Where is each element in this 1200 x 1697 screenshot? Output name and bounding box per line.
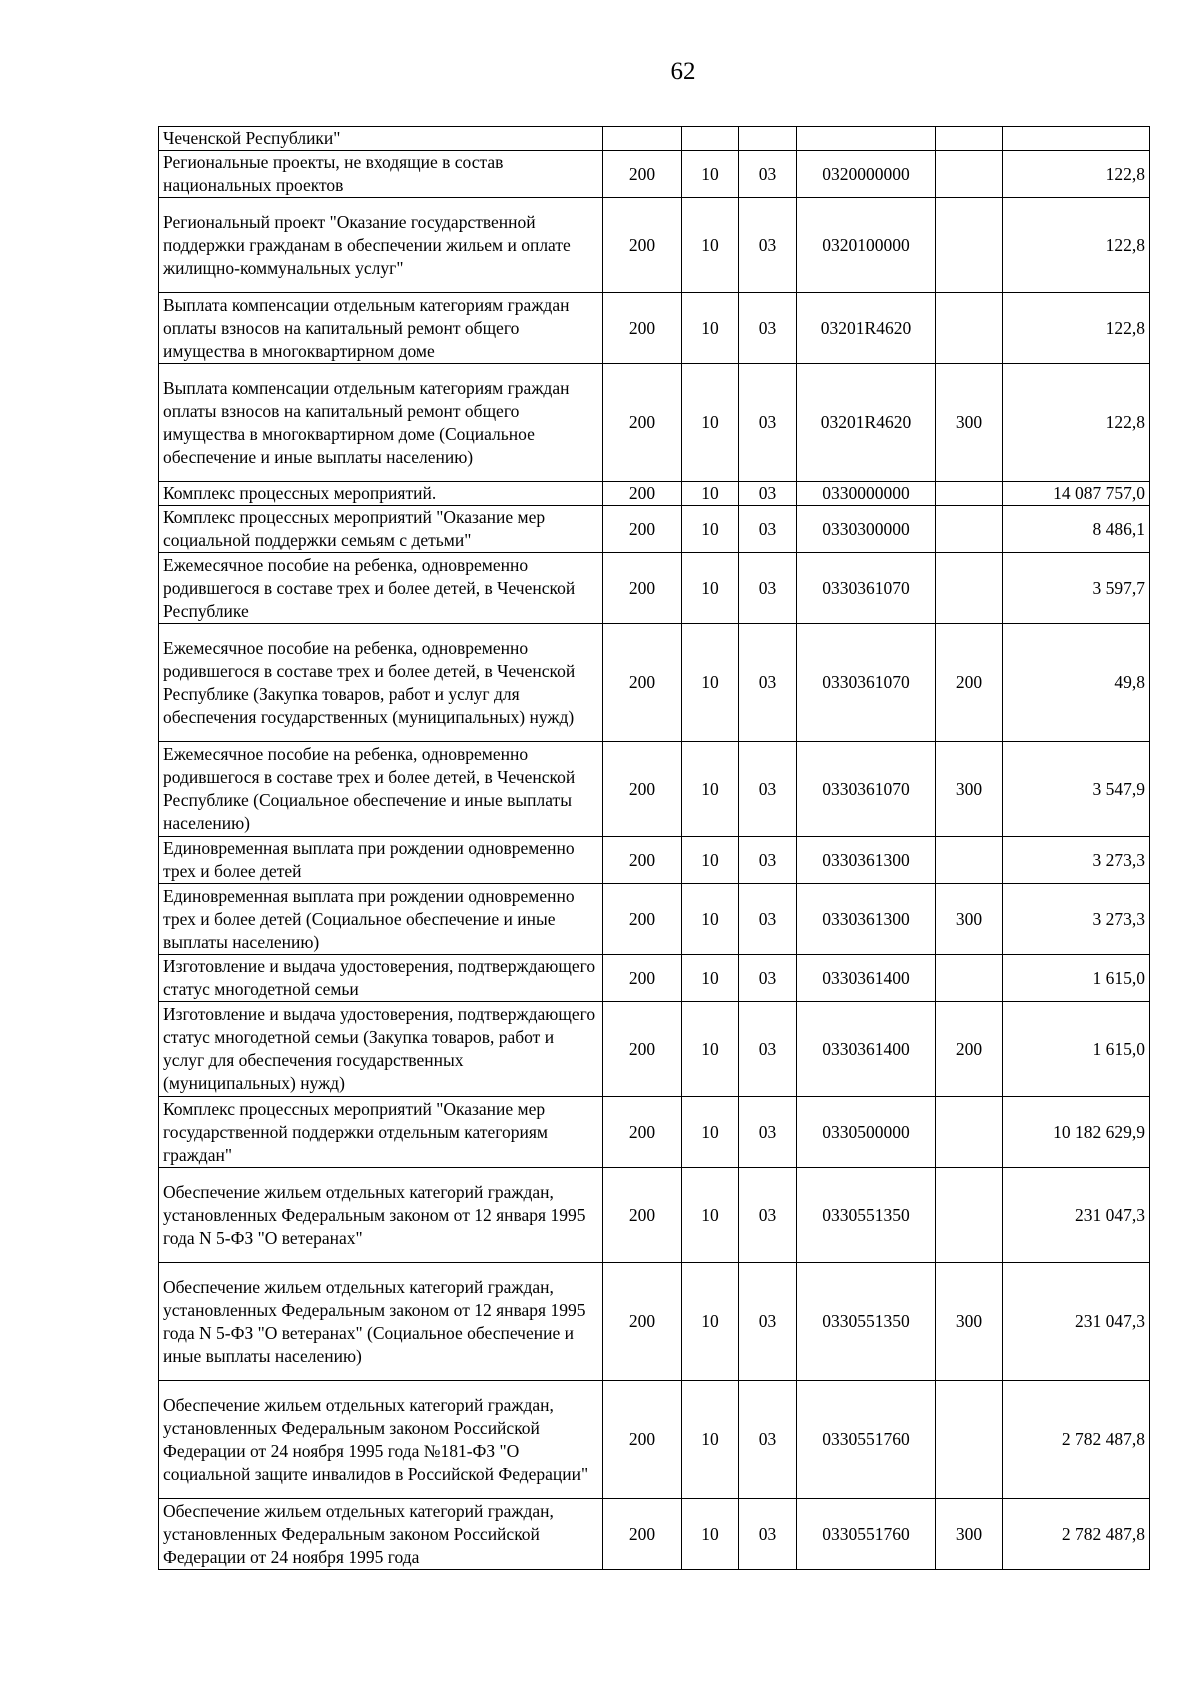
table-row <box>159 1499 1150 1570</box>
row-amount: 3 273,3 <box>1003 884 1150 955</box>
row-col-200: 200 <box>603 151 682 198</box>
row-name: Комплекс процессных мероприятий "Оказание мер социальной поддержки семьям с детьми" <box>159 506 603 553</box>
row-target-code: 0330551760 <box>797 1499 936 1570</box>
row-name: Выплата компенсации отдельным категориям граждан оплаты взносов на капитальный ремонт общего имущества в многоквартирном доме (Социальное обеспечение и иные выплаты населению) <box>159 364 603 482</box>
row-col-subsection: 03 <box>739 293 797 364</box>
row-col-subsection: 03 <box>739 837 797 884</box>
row-col-200: 200 <box>603 1002 682 1097</box>
row-amount: 3 597,7 <box>1003 553 1150 624</box>
row-col-section: 10 <box>682 364 739 482</box>
row-name: Комплекс процессных мероприятий. <box>159 482 603 506</box>
row-target-code: 0330551350 <box>797 1263 936 1381</box>
row-name: Ежемесячное пособие на ребенка, одновременно родившегося в составе трех и более детей, в Чеченской Республике <box>159 553 603 624</box>
row-col-200: 200 <box>603 364 682 482</box>
row-col-section: 10 <box>682 624 739 742</box>
row-name: Ежемесячное пособие на ребенка, одновременно родившегося в составе трех и более детей, в Чеченской Республике (Социальное обеспечение и иные выплаты населению) <box>159 742 603 837</box>
row-amount: 49,8 <box>1003 624 1150 742</box>
row-name: Обеспечение жильем отдельных категорий граждан, установленных Федеральным законом Российской Федерации от 24 ноября 1995 года №181-ФЗ "О социальной защите инвалидов в Российской Федерации" <box>159 1381 603 1499</box>
table-row <box>159 506 1150 553</box>
row-expense-type <box>936 553 1003 624</box>
row-col-subsection: 03 <box>739 198 797 293</box>
row-col-section: 10 <box>682 742 739 837</box>
row-col-subsection: 03 <box>739 1168 797 1263</box>
row-name: Единовременная выплата при рождении одновременно трех и более детей (Социальное обеспечение и иные выплаты населению) <box>159 884 603 955</box>
budget-table-body <box>159 127 1150 1570</box>
row-expense-type <box>936 1381 1003 1499</box>
budget-table <box>158 126 1150 1570</box>
row-target-code: 0330361400 <box>797 955 936 1002</box>
row-amount: 122,8 <box>1003 364 1150 482</box>
row-col-200: 200 <box>603 955 682 1002</box>
row-target-code <box>797 127 936 151</box>
row-col-subsection: 03 <box>739 624 797 742</box>
row-target-code: 0330361070 <box>797 624 936 742</box>
row-expense-type <box>936 955 1003 1002</box>
row-col-200: 200 <box>603 1381 682 1499</box>
row-name: Региональный проект "Оказание государственной поддержки гражданам в обеспечении жильем и оплате жилищно-коммунальных услуг" <box>159 198 603 293</box>
row-col-section: 10 <box>682 1002 739 1097</box>
row-name: Выплата компенсации отдельным категориям граждан оплаты взносов на капитальный ремонт общего имущества в многоквартирном доме <box>159 293 603 364</box>
row-col-200: 200 <box>603 1499 682 1570</box>
row-amount: 122,8 <box>1003 198 1150 293</box>
row-col-200: 200 <box>603 624 682 742</box>
row-amount <box>1003 127 1150 151</box>
row-amount: 1 615,0 <box>1003 955 1150 1002</box>
row-col-200: 200 <box>603 837 682 884</box>
row-col-subsection: 03 <box>739 955 797 1002</box>
row-target-code: 03201R4620 <box>797 293 936 364</box>
row-amount: 122,8 <box>1003 151 1150 198</box>
table-row <box>159 127 1150 151</box>
row-col-section: 10 <box>682 1381 739 1499</box>
row-name: Обеспечение жильем отдельных категорий граждан, установленных Федеральным законом от 12 января 1995 года N 5-ФЗ "О ветеранах" <box>159 1168 603 1263</box>
row-col-subsection: 03 <box>739 1263 797 1381</box>
row-amount: 8 486,1 <box>1003 506 1150 553</box>
row-name: Обеспечение жильем отдельных категорий граждан, установленных Федеральным законом от 12 января 1995 года N 5-ФЗ "О ветеранах" (Социальное обеспечение и иные выплаты населению) <box>159 1263 603 1381</box>
row-col-subsection: 03 <box>739 151 797 198</box>
row-target-code: 0330361300 <box>797 837 936 884</box>
row-amount: 231 047,3 <box>1003 1263 1150 1381</box>
table-row <box>159 1168 1150 1263</box>
table-row <box>159 624 1150 742</box>
row-expense-type: 300 <box>936 742 1003 837</box>
row-expense-type <box>936 837 1003 884</box>
row-col-subsection: 03 <box>739 1002 797 1097</box>
row-amount: 2 782 487,8 <box>1003 1499 1150 1570</box>
table-row <box>159 1263 1150 1381</box>
row-amount: 3 547,9 <box>1003 742 1150 837</box>
row-col-section: 10 <box>682 837 739 884</box>
row-col-section: 10 <box>682 1168 739 1263</box>
row-target-code: 0320100000 <box>797 198 936 293</box>
row-col-section: 10 <box>682 482 739 506</box>
row-col-subsection: 03 <box>739 506 797 553</box>
row-name: Изготовление и выдача удостоверения, подтверждающего статус многодетной семьи <box>159 955 603 1002</box>
row-expense-type <box>936 506 1003 553</box>
row-target-code: 0330361070 <box>797 742 936 837</box>
row-target-code: 03201R4620 <box>797 364 936 482</box>
row-col-section: 10 <box>682 1499 739 1570</box>
row-col-section: 10 <box>682 553 739 624</box>
row-expense-type: 300 <box>936 1499 1003 1570</box>
row-expense-type <box>936 198 1003 293</box>
row-col-section: 10 <box>682 1097 739 1168</box>
row-name: Обеспечение жильем отдельных категорий граждан, установленных Федеральным законом Российской Федерации от 24 ноября 1995 года <box>159 1499 603 1570</box>
table-row <box>159 742 1150 837</box>
row-expense-type: 200 <box>936 624 1003 742</box>
row-col-subsection: 03 <box>739 482 797 506</box>
row-col-subsection: 03 <box>739 884 797 955</box>
row-col-section: 10 <box>682 955 739 1002</box>
row-col-section <box>682 127 739 151</box>
row-col-section: 10 <box>682 293 739 364</box>
page-number: 62 <box>670 58 696 85</box>
row-col-subsection <box>739 127 797 151</box>
row-name: Комплекс процессных мероприятий "Оказание мер государственной поддержки отдельным категориям граждан" <box>159 1097 603 1168</box>
row-name: Ежемесячное пособие на ребенка, одновременно родившегося в составе трех и более детей, в Чеченской Республике (Закупка товаров, работ и услуг для обеспечения государственных (муниципальных) нужд) <box>159 624 603 742</box>
row-name: Единовременная выплата при рождении одновременно трех и более детей <box>159 837 603 884</box>
row-col-200: 200 <box>603 884 682 955</box>
row-name: Чеченской Республики" <box>159 127 603 151</box>
row-col-subsection: 03 <box>739 553 797 624</box>
row-col-200: 200 <box>603 742 682 837</box>
row-target-code: 0320000000 <box>797 151 936 198</box>
row-col-subsection: 03 <box>739 1499 797 1570</box>
row-expense-type <box>936 482 1003 506</box>
table-row <box>159 955 1150 1002</box>
table-row <box>159 837 1150 884</box>
row-target-code: 0330500000 <box>797 1097 936 1168</box>
row-expense-type <box>936 127 1003 151</box>
row-col-section: 10 <box>682 151 739 198</box>
table-row <box>159 293 1150 364</box>
row-amount: 1 615,0 <box>1003 1002 1150 1097</box>
row-name: Региональные проекты, не входящие в состав национальных проектов <box>159 151 603 198</box>
row-col-section: 10 <box>682 506 739 553</box>
row-col-200: 200 <box>603 1097 682 1168</box>
row-col-200: 200 <box>603 482 682 506</box>
table-row <box>159 1002 1150 1097</box>
row-expense-type: 300 <box>936 1263 1003 1381</box>
row-expense-type <box>936 151 1003 198</box>
table-row <box>159 1097 1150 1168</box>
table-row <box>159 482 1150 506</box>
row-amount: 2 782 487,8 <box>1003 1381 1150 1499</box>
row-col-section: 10 <box>682 198 739 293</box>
table-row <box>159 364 1150 482</box>
row-amount: 122,8 <box>1003 293 1150 364</box>
row-expense-type: 300 <box>936 884 1003 955</box>
row-col-subsection: 03 <box>739 1097 797 1168</box>
row-target-code: 0330551760 <box>797 1381 936 1499</box>
row-amount: 14 087 757,0 <box>1003 482 1150 506</box>
row-target-code: 0330300000 <box>797 506 936 553</box>
row-col-200: 200 <box>603 1168 682 1263</box>
table-row <box>159 884 1150 955</box>
row-target-code: 0330000000 <box>797 482 936 506</box>
row-target-code: 0330361300 <box>797 884 936 955</box>
row-expense-type <box>936 1097 1003 1168</box>
row-col-200: 200 <box>603 506 682 553</box>
row-expense-type: 300 <box>936 364 1003 482</box>
row-amount: 10 182 629,9 <box>1003 1097 1150 1168</box>
row-col-section: 10 <box>682 884 739 955</box>
table-row <box>159 1381 1150 1499</box>
row-col-200: 200 <box>603 293 682 364</box>
row-col-200 <box>603 127 682 151</box>
row-amount: 231 047,3 <box>1003 1168 1150 1263</box>
row-col-subsection: 03 <box>739 1381 797 1499</box>
row-col-200: 200 <box>603 553 682 624</box>
table-row <box>159 151 1150 198</box>
row-target-code: 0330551350 <box>797 1168 936 1263</box>
row-col-section: 10 <box>682 1263 739 1381</box>
row-expense-type <box>936 1168 1003 1263</box>
row-col-200: 200 <box>603 198 682 293</box>
row-expense-type <box>936 293 1003 364</box>
row-name: Изготовление и выдача удостоверения, подтверждающего статус многодетной семьи (Закупка товаров, работ и услуг для обеспечения государственных (муниципальных) нужд) <box>159 1002 603 1097</box>
table-row <box>159 198 1150 293</box>
table-row <box>159 553 1150 624</box>
row-expense-type: 200 <box>936 1002 1003 1097</box>
row-target-code: 0330361070 <box>797 553 936 624</box>
row-target-code: 0330361400 <box>797 1002 936 1097</box>
row-col-subsection: 03 <box>739 742 797 837</box>
row-col-200: 200 <box>603 1263 682 1381</box>
row-amount: 3 273,3 <box>1003 837 1150 884</box>
row-col-subsection: 03 <box>739 364 797 482</box>
